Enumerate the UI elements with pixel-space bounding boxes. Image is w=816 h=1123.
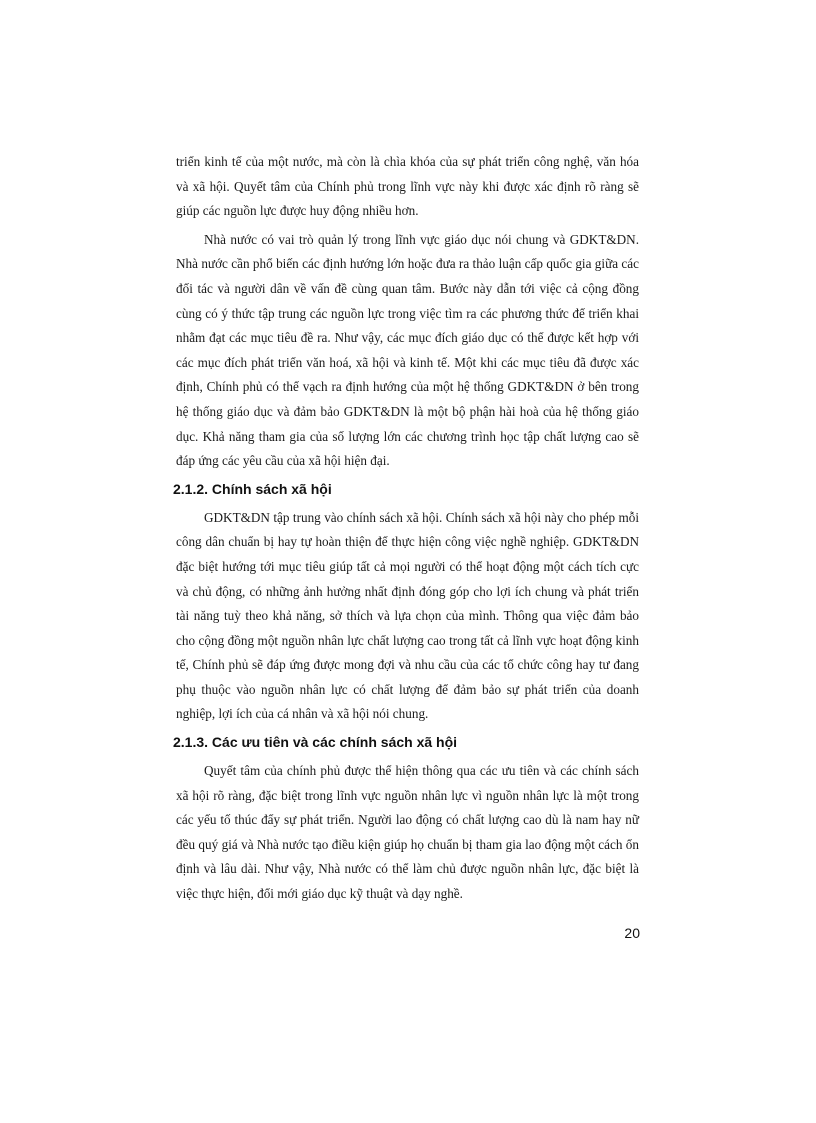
paragraph-social-policy: GDKT&DN tập trung vào chính sách xã hội. Chính sách xã hội này cho phép mỗi công dân chuẩn bị hay tự hoàn thiện để thực hiện công việc nghề nghiệp. GDKT&DN đặc biệt hướng tới mục tiêu giúp tất cả mọi người có thể hoạt động một cách tích cực và chủ động, có những ảnh hưởng nhất định đóng góp cho lợi ích chung và phát triển tài năng tuỳ theo khả năng, sở thích và lựa chọn của mình. Thông qua việc đảm bảo cho cộng đồng một nguồn nhân lực chất lượng cao trong tất cả lĩnh vực hoạt động kinh tế, Chính phủ sẽ đáp ứng được mong đợi và nhu cầu của các tổ chức công hay tư đang phụ thuộc vào nguồn nhân lực có chất lượng để đảm bảo sự phát triển của doanh nghiệp, lợi ích của cá nhân và xã hội nói chung. xyxy=(176,509,639,722)
section-heading-2-1-2: 2.1.2. Chính sách xã hội xyxy=(173,480,332,497)
paragraph-state-role: Nhà nước có vai trò quản lý trong lĩnh vực giáo dục nói chung và GDKT&DN. Nhà nước cần phổ biến các định hướng lớn hoặc đưa ra thảo luận cấp quốc gia giữa các đối tác và người dân về vấn đề cùng quan tâm. Bước này dẫn tới việc cả cộng đồng cùng có ý thức tập trung các nguồn lực trong việc tìm ra các phương thức để triển khai nhằm đạt các mục tiêu đề ra. Như vậy, các mục đích giáo dục có thể được kết hợp với các mục đích phát triển văn hoá, xã hội và kinh tế. Một khi các mục tiêu đã được xác định, Chính phủ có thể vạch ra định hướng của một hệ thống GDKT&DN ở bên trong hệ thống giáo dục và đảm bảo GDKT&DN là một bộ phận hài hoà của hệ thống giáo dục. Khả năng tham gia của số lượng lớn các chương trình học tập chất lượng cao sẽ đáp ứng các yêu cầu của xã hội hiện đại. xyxy=(176,231,639,469)
page-number: 20 xyxy=(624,925,640,941)
section-heading-2-1-3: 2.1.3. Các ưu tiên và các chính sách xã hội xyxy=(173,734,458,751)
paragraph-continuation: triển kinh tế của một nước, mà còn là chìa khóa của sự phát triển công nghệ, văn hóa và xã hội. Quyết tâm của Chính phủ trong lĩnh vực này khi được xác định rõ ràng sẽ giúp các nguồn lực được huy động nhiều hơn. xyxy=(176,154,639,219)
page-body xyxy=(173,150,639,911)
paragraph-priorities: Quyết tâm của chính phủ được thể hiện thông qua các ưu tiên và các chính sách xã hội rõ ràng, đặc biệt trong lĩnh vực nguồn nhân lực vì nguồn nhân lực là một trong các yếu tố thúc đẩy sự phát triển. Người lao động có chất lượng cao dù là nam hay nữ đều quý giá và Nhà nước tạo điều kiện giúp họ chuẩn bị tham gia lao động một cách ổn định và lâu dài. Như vậy, Nhà nước có thể làm chủ được nguồn nhân lực, đặc biệt là việc thực hiện, đổi mới giáo dục kỹ thuật và dạy nghề. xyxy=(176,763,639,902)
